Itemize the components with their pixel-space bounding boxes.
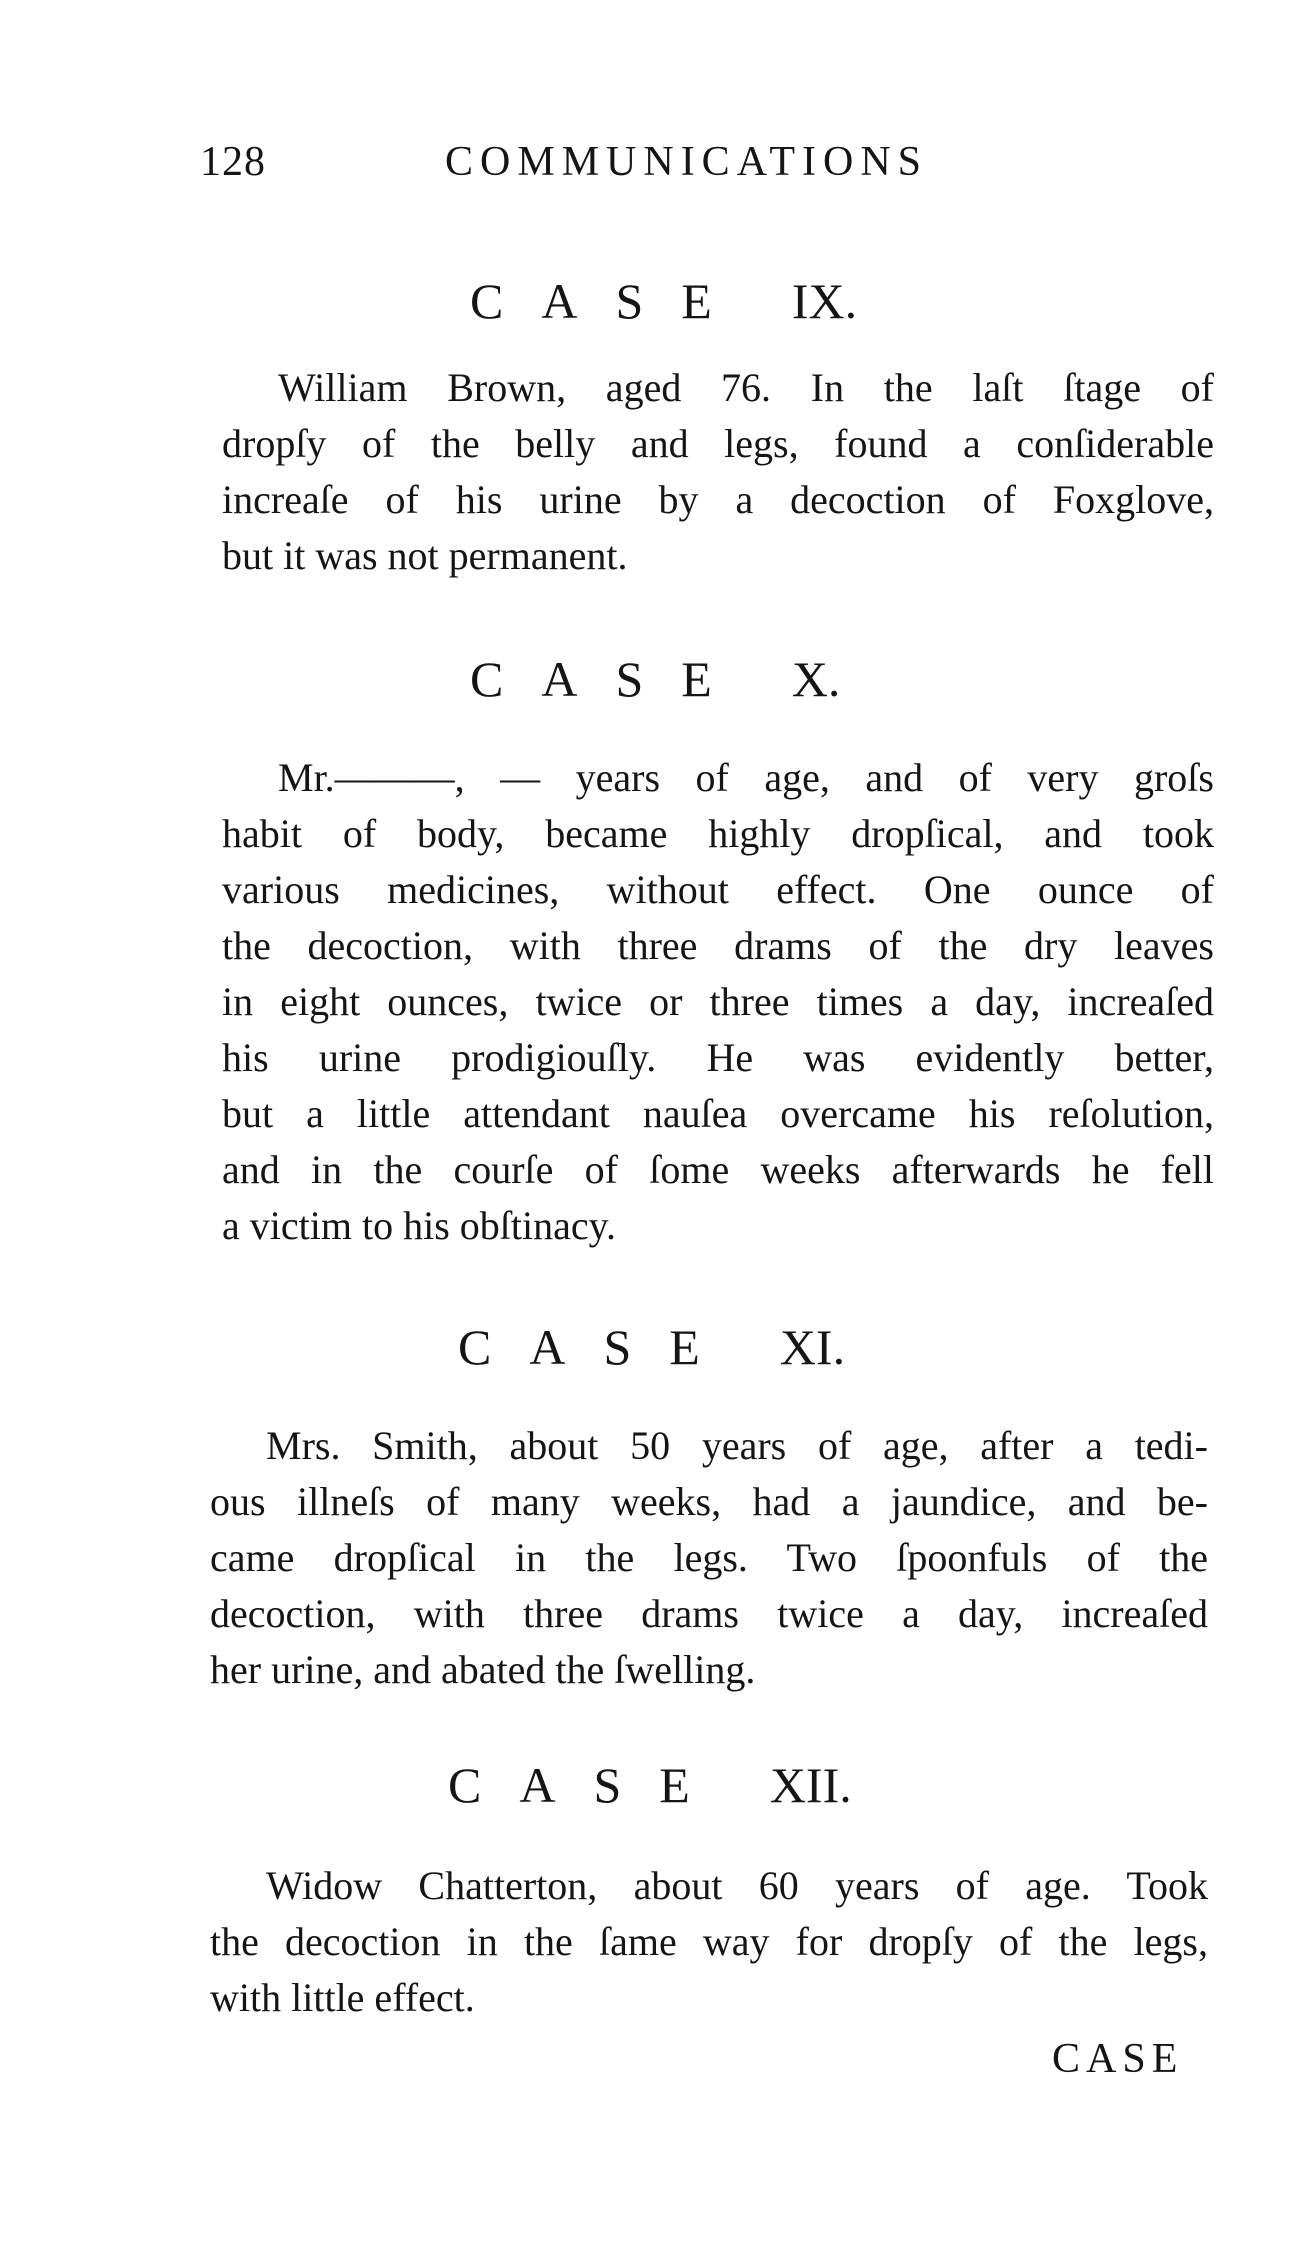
- case-heading-number: XII.: [769, 1757, 852, 1813]
- text-line: his urine prodigiouſly. He was evidently better,: [222, 1035, 1214, 1080]
- catchword: CASE: [1052, 2036, 1184, 2082]
- text-line: the decoction in the ſame way for dropſy of the legs,: [210, 1919, 1208, 1964]
- case-ix-text: [222, 360, 1214, 584]
- text-line: ous illneſs of many weeks, had a jaundice, and be-: [210, 1479, 1208, 1524]
- case-heading-word: CASE: [448, 1757, 728, 1813]
- case-heading-xii: [448, 1756, 852, 1814]
- text-line: with little effect.: [210, 1975, 475, 2020]
- text-line: her urine, and abated the ſwelling.: [210, 1647, 756, 1692]
- text-line: in eight ounces, twice or three times a day, increaſed: [222, 979, 1214, 1024]
- case-heading-word: CASE: [458, 1319, 738, 1375]
- case-heading-number: XI.: [779, 1319, 846, 1375]
- running-title: COMMUNICATIONS: [445, 139, 929, 185]
- text-line: Widow Chatterton, about 60 years of age. Took: [266, 1863, 1208, 1908]
- text-line: and in the courſe of ſome weeks afterwards he fell: [222, 1147, 1214, 1192]
- case-heading-number: X.: [791, 651, 841, 707]
- text-line: came dropſical in the legs. Two ſpoonfuls of the: [210, 1535, 1208, 1580]
- page-number: 128: [200, 139, 266, 185]
- case-heading-ix: [470, 272, 857, 330]
- text-line: a victim to his obſtinacy.: [222, 1203, 617, 1248]
- text-line: but a little attendant nauſea overcame his reſolution,: [222, 1091, 1214, 1136]
- case-heading-number: IX.: [791, 273, 858, 329]
- text-line: increaſe of his urine by a decoction of Foxglove,: [222, 477, 1214, 522]
- case-x-text: [222, 750, 1214, 1254]
- text-line: Mr.———, — years of age, and of very groſs: [278, 755, 1214, 800]
- text-line: habit of body, became highly dropſical, and took: [222, 811, 1214, 856]
- running-head: [200, 138, 1080, 198]
- case-heading-word: CASE: [470, 273, 750, 329]
- text-line: various medicines, without effect. One ounce of: [222, 867, 1214, 912]
- case-xi-text: [210, 1418, 1208, 1698]
- case-heading-word: CASE: [470, 651, 750, 707]
- text-line: dropſy of the belly and legs, found a conſiderable: [222, 421, 1214, 466]
- text-line: the decoction, with three drams of the dry leaves: [222, 923, 1214, 968]
- case-xii-text: [210, 1858, 1208, 2026]
- text-line: Mrs. Smith, about 50 years of age, after a tedi-: [266, 1423, 1208, 1468]
- text-line: William Brown, aged 76. In the laſt ſtage of: [278, 365, 1214, 410]
- text-line: decoction, with three drams twice a day, increaſed: [210, 1591, 1208, 1636]
- case-heading-x: [470, 650, 840, 708]
- case-heading-xi: [458, 1318, 845, 1376]
- text-line: but it was not permanent.: [222, 533, 628, 578]
